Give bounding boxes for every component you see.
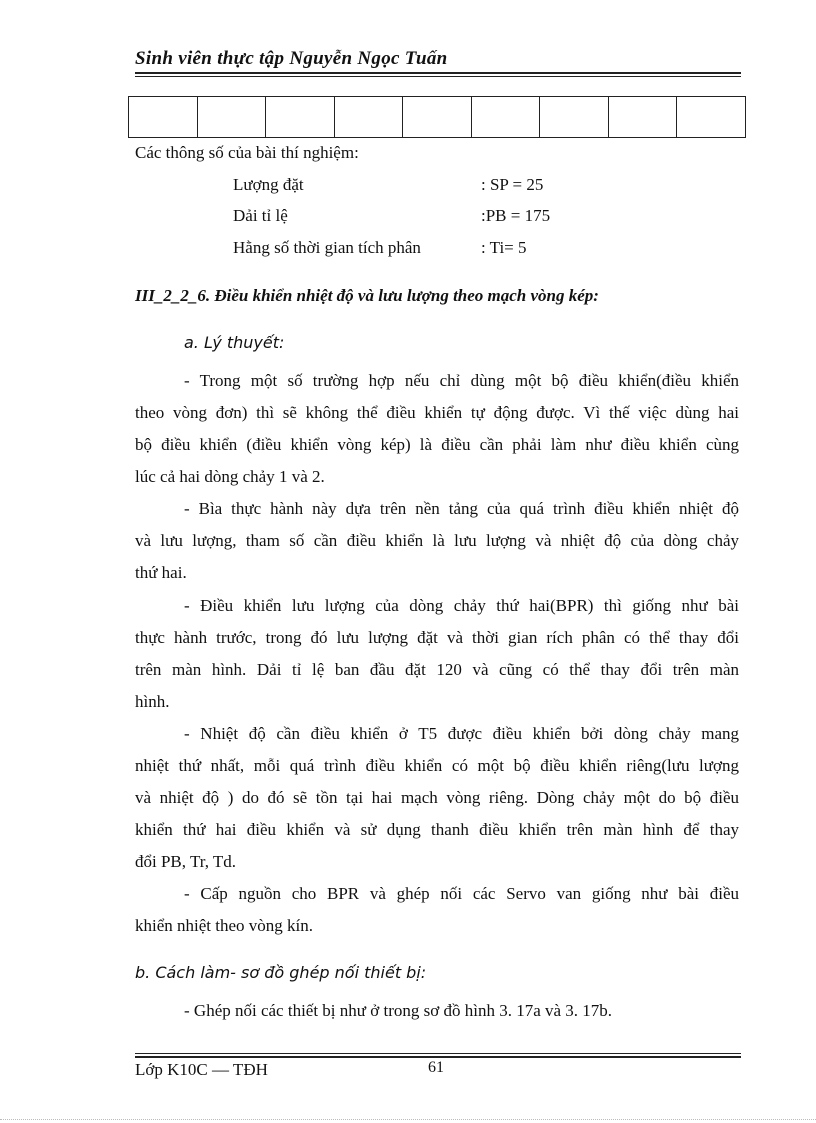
header-title: Sinh viên thực tập Nguyễn Ngọc Tuấn <box>135 48 448 69</box>
paragraph-line: thứ hai. <box>135 563 187 582</box>
param-value-ti: : Ti= 5 <box>481 238 527 257</box>
param-label-ti: Hằng số thời gian tích phân <box>233 238 421 257</box>
subheading-a: a. Lý thuyết: <box>184 333 285 352</box>
paragraph-line: và lưu lượng, tham số cần điều khiển là lưu lượng và nhiệt độ của dòng chảy <box>135 531 739 550</box>
paragraph-line: trên màn hình. Dải tỉ lệ ban đầu đặt 120 và cũng có thể thay đổi trên màn <box>135 660 739 679</box>
table-cell <box>677 97 746 138</box>
paragraph-line: theo vòng đơn) thì sẽ không thể điều khiển tự động được. Vì thế việc dùng hai <box>135 403 739 422</box>
paragraph-line: nhiệt thứ nhất, mỗi quá trình điều khiển có một bộ điều khiển riêng(lưu lượng <box>135 756 739 775</box>
header-rule-bottom <box>135 76 741 77</box>
paragraph-line: và nhiệt độ ) do đó sẽ tồn tại hai mạch vòng riêng. Dòng chảy một do bộ điều <box>135 788 739 807</box>
paragraph-line: khiển thứ hai điều khiển và sử dụng thanh điều khiển trên màn hình để thay <box>135 820 739 839</box>
param-value-pb: :PB = 175 <box>481 206 551 225</box>
table-cell <box>608 97 677 138</box>
paragraph-line: bộ điều khiển (điều khiển vòng kép) là điều cần phải làm như điều khiển cùng <box>135 435 739 454</box>
table-cell <box>403 97 472 138</box>
table-cell <box>540 97 609 138</box>
footer-rule-top <box>135 1053 741 1054</box>
table-cell <box>334 97 403 138</box>
footer-class: Lớp K10C — TĐH <box>135 1060 268 1079</box>
page-edge-divider <box>0 1119 816 1120</box>
subheading-b: b. Cách làm- sơ đồ ghép nối thiết bị: <box>135 963 427 982</box>
paragraph-line: - Cấp nguồn cho BPR và ghép nối các Servo van giống như bài điều <box>184 884 739 903</box>
param-label-sp: Lượng đặt <box>233 175 304 194</box>
paragraph-line: - Bìa thực hành này dựa trên nền tảng của quá trình điều khiển nhiệt độ <box>184 499 739 518</box>
table-cell <box>197 97 266 138</box>
page-number: 61 <box>428 1059 444 1076</box>
paragraph-line: - Điều khiển lưu lượng của dòng chảy thứ hai(BPR) thì giống như bài <box>184 596 739 615</box>
table-cell <box>129 97 198 138</box>
paragraph-line: khiển nhiệt theo vòng kín. <box>135 916 314 935</box>
header-rule-top <box>135 72 741 74</box>
table-cell <box>266 97 335 138</box>
paragraph-line: hình. <box>135 692 170 711</box>
paragraph-line: đổi PB, Tr, Td. <box>135 852 237 871</box>
table-row <box>129 97 746 138</box>
paragraph-line: thực hành trước, trong đó lưu lượng đặt và thời gian rích phân có thể thay đổi <box>135 628 739 647</box>
param-value-sp: : SP = 25 <box>481 175 544 194</box>
paragraph-line: lúc cả hai dòng chảy 1 và 2. <box>135 467 325 486</box>
section-heading: III_2_2_6. Điều khiển nhiệt độ và lưu lượng theo mạch vòng kép: <box>135 286 599 305</box>
params-intro: Các thông số của bài thí nghiệm: <box>135 143 359 162</box>
param-label-pb: Dải tỉ lệ <box>233 206 288 225</box>
paragraph-line: - Trong một số trường hợp nếu chỉ dùng một bộ điều khiển(điều khiển <box>184 371 739 390</box>
table-cell <box>471 97 540 138</box>
data-table <box>128 96 746 138</box>
paragraph-line: - Ghép nối các thiết bị như ở trong sơ đồ hình 3. 17a và 3. 17b. <box>184 1001 613 1020</box>
paragraph-line: - Nhiệt độ cần điều khiển ở T5 được điều khiển bởi dòng chảy mang <box>184 724 739 743</box>
